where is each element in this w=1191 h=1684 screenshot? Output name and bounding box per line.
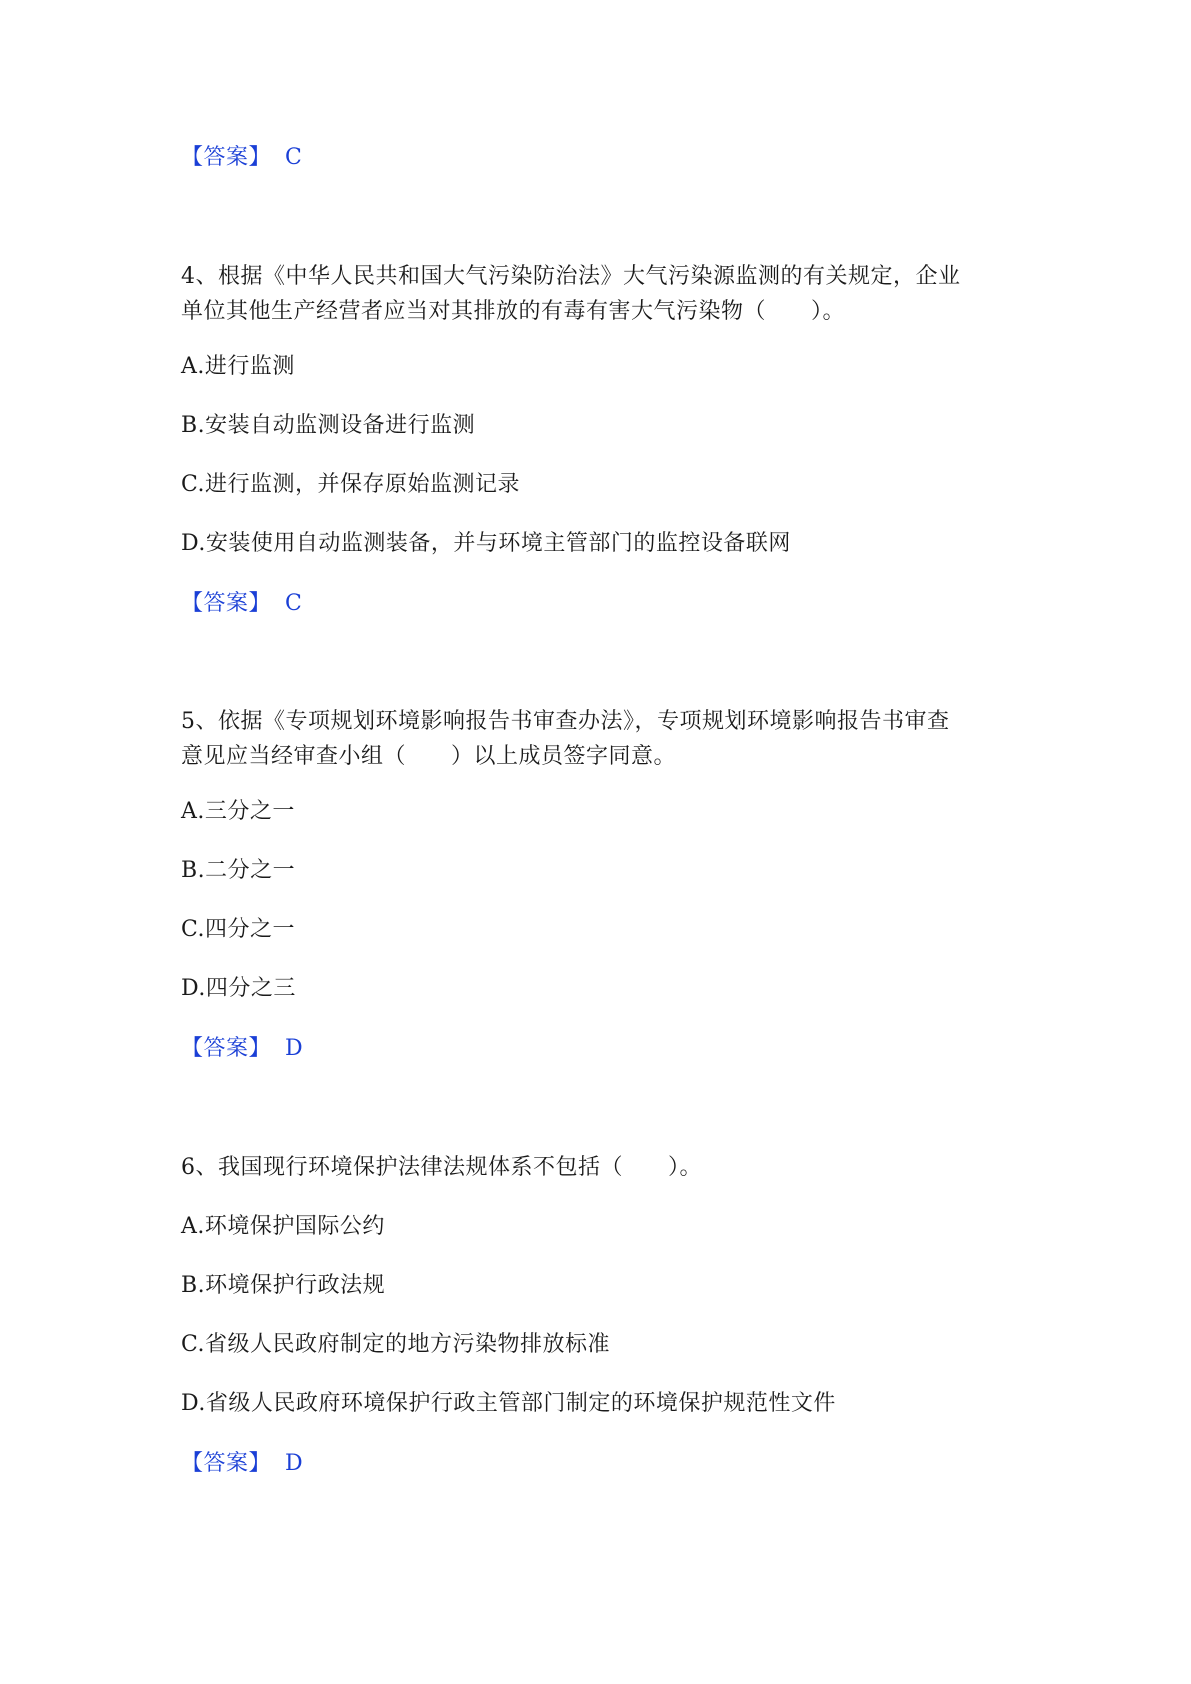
answer-line-q5 <box>181 1034 303 1064</box>
answer-line-q3 <box>181 143 302 173</box>
question-6-option-d: D.省级人民政府环境保护行政主管部门制定的环境保护规范性文件 <box>181 1391 836 1416</box>
answer-value: D <box>285 1451 304 1476</box>
answer-label: 【答案】 <box>181 1036 272 1061</box>
question-5-option-c: C.四分之一 <box>181 917 296 942</box>
question-4-option-c: C.进行监测，并保存原始监测记录 <box>181 472 521 497</box>
question-4-option-a: A.进行监测 <box>181 354 295 379</box>
answer-value: D <box>285 1036 304 1061</box>
question-6-option-b: B.环境保护行政法规 <box>181 1273 386 1298</box>
answer-value: C <box>285 591 303 616</box>
question-5-option-d: D.四分之三 <box>181 976 296 1001</box>
question-4-stem-line-1: 4、根据《中华人民共和国大气污染防治法》大气污染源监测的有关规定，企业 <box>181 264 961 289</box>
answer-line-q6 <box>181 1449 303 1479</box>
question-4-stem-line-2: 单位其他生产经营者应当对其排放的有毒有害大气污染物（ ）。 <box>181 299 846 324</box>
question-6-stem-line-1: 6、我国现行环境保护法律法规体系不包括（ ）。 <box>181 1155 702 1180</box>
question-5-option-a: A.三分之一 <box>181 799 295 824</box>
question-4-option-b: B.安装自动监测设备进行监测 <box>181 413 476 438</box>
answer-value: C <box>285 145 303 170</box>
answer-label: 【答案】 <box>181 145 272 170</box>
question-5-option-b: B.二分之一 <box>181 858 296 883</box>
question-5-stem-line-1: 5、依据《专项规划环境影响报告书审查办法》，专项规划环境影响报告书审查 <box>181 709 950 734</box>
question-5-stem-line-2: 意见应当经审查小组（ ）以上成员签字同意。 <box>181 744 677 769</box>
question-6-option-c: C.省级人民政府制定的地方污染物排放标准 <box>181 1332 611 1357</box>
answer-line-q4 <box>181 589 302 619</box>
answer-label: 【答案】 <box>181 591 272 616</box>
question-4-option-d: D.安装使用自动监测装备，并与环境主管部门的监控设备联网 <box>181 531 791 556</box>
question-6-option-a: A.环境保护国际公约 <box>181 1214 385 1239</box>
answer-label: 【答案】 <box>181 1451 272 1476</box>
